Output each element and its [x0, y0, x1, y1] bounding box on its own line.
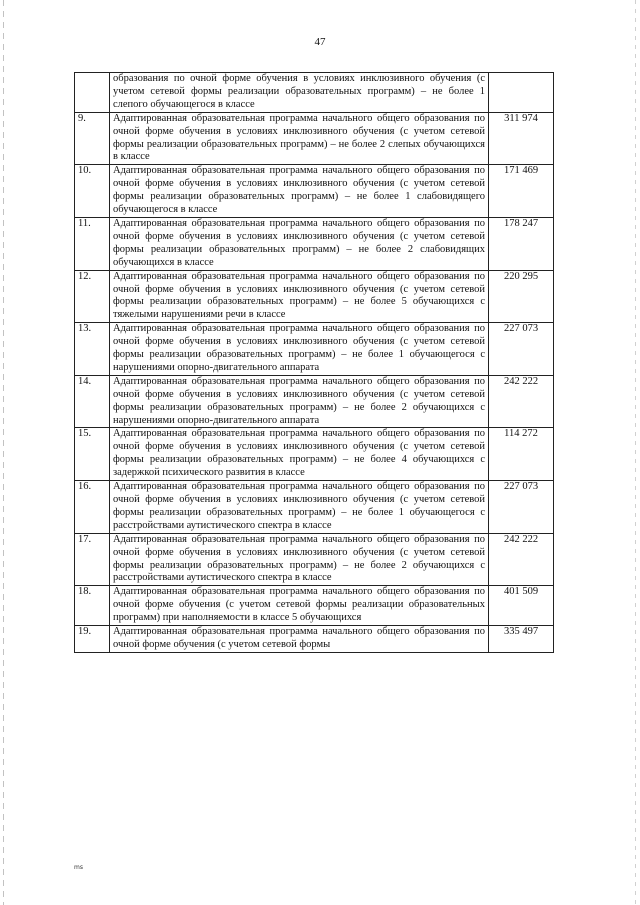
table-row: [75, 217, 554, 270]
cost-value: 227 073: [489, 481, 554, 534]
table-row: [75, 73, 554, 113]
table-row: [75, 428, 554, 481]
table-row: [75, 375, 554, 428]
row-number: 11.: [75, 217, 110, 270]
cost-value: [489, 73, 554, 113]
scan-edge-right: [635, 0, 636, 905]
table-row: [75, 165, 554, 218]
program-description: Адаптированная образовательная программа начального общего образования по очной форме обучения в условиях инклюзивного обучения (с учетом сетевой формы реализации образовательных программ) – не более 2 слабовидящих обучающихся в классе: [110, 217, 489, 270]
row-number: 18.: [75, 586, 110, 626]
scan-edge-left: [3, 0, 4, 905]
program-description: Адаптированная образовательная программа начального общего образования по очной форме обучения в условиях инклюзивного обучения (с учетом сетевой формы реализации образовательных программ) – не более 2 обучающихся с расстройствами аутистического спектра в классе: [110, 533, 489, 586]
program-cost-table: [74, 72, 554, 653]
row-number: 14.: [75, 375, 110, 428]
row-number: [75, 73, 110, 113]
footer-mark: ms: [74, 864, 83, 871]
table-row: [75, 323, 554, 376]
row-number: 15.: [75, 428, 110, 481]
row-number: 16.: [75, 481, 110, 534]
cost-value: 401 509: [489, 586, 554, 626]
row-number: 19.: [75, 626, 110, 653]
row-number: 9.: [75, 112, 110, 165]
cost-value: 335 497: [489, 626, 554, 653]
cost-value: 242 222: [489, 533, 554, 586]
cost-value: 178 247: [489, 217, 554, 270]
program-description: Адаптированная образовательная программа начального общего образования по очной форме обучения (с учетом сетевой формы реализации образовательных программ) при наполняемости в классе 5 обучающихся: [110, 586, 489, 626]
cost-value: 242 222: [489, 375, 554, 428]
cost-value: 227 073: [489, 323, 554, 376]
cost-value: 220 295: [489, 270, 554, 323]
program-description: Адаптированная образовательная программа начального общего образования по очной форме обучения в условиях инклюзивного обучения (с учетом сетевой формы реализации образовательных программ) – не более 1 обучающегося с расстройствами аутистического спектра в классе: [110, 481, 489, 534]
program-description: образования по очной форме обучения в условиях инклюзивного обучения (с учетом сетевой формы реализации образовательных программ) – не более 1 слепого обучающегося в классе: [110, 73, 489, 113]
row-number: 13.: [75, 323, 110, 376]
program-description: Адаптированная образовательная программа начального общего образования по очной форме обучения в условиях инклюзивного обучения (с учетом сетевой формы реализации образовательных программ) – не более 5 обучающихся с тяжелыми нарушениями речи в классе: [110, 270, 489, 323]
row-number: 17.: [75, 533, 110, 586]
page-number: 47: [314, 36, 326, 48]
program-description: Адаптированная образовательная программа начального общего образования по очной форме обучения в условиях инклюзивного обучения (с учетом сетевой формы реализации образовательных программ) – не более 2 слепых обучающихся в классе: [110, 112, 489, 165]
cost-value: 114 272: [489, 428, 554, 481]
program-description: Адаптированная образовательная программа начального общего образования по очной форме обучения в условиях инклюзивного обучения (с учетом сетевой формы реализации образовательных программ) – не более 1 обучающегося с нарушениями опорно-двигательного аппарата: [110, 323, 489, 376]
table-row: [75, 626, 554, 653]
row-number: 10.: [75, 165, 110, 218]
cost-value: 311 974: [489, 112, 554, 165]
table-row: [75, 112, 554, 165]
cost-value: 171 469: [489, 165, 554, 218]
program-description: Адаптированная образовательная программа начального общего образования по очной форме обучения в условиях инклюзивного обучения (с учетом сетевой формы реализации образовательных программ) – не более 4 обучающихся с задержкой психического развития в классе: [110, 428, 489, 481]
table-row: [75, 586, 554, 626]
table-row: [75, 481, 554, 534]
program-description: Адаптированная образовательная программа начального общего образования по очной форме обучения в условиях инклюзивного обучения (с учетом сетевой формы реализации образовательных программ) – не более 1 слабовидящего обучающегося в классе: [110, 165, 489, 218]
row-number: 12.: [75, 270, 110, 323]
program-description: Адаптированная образовательная программа начального общего образования по очной форме обучения (с учетом сетевой формы: [110, 626, 489, 653]
table-row: [75, 270, 554, 323]
program-description: Адаптированная образовательная программа начального общего образования по очной форме обучения в условиях инклюзивного обучения (с учетом сетевой формы реализации образовательных программ) – не более 2 обучающихся с нарушениями опорно-двигательного аппарата: [110, 375, 489, 428]
table-row: [75, 533, 554, 586]
